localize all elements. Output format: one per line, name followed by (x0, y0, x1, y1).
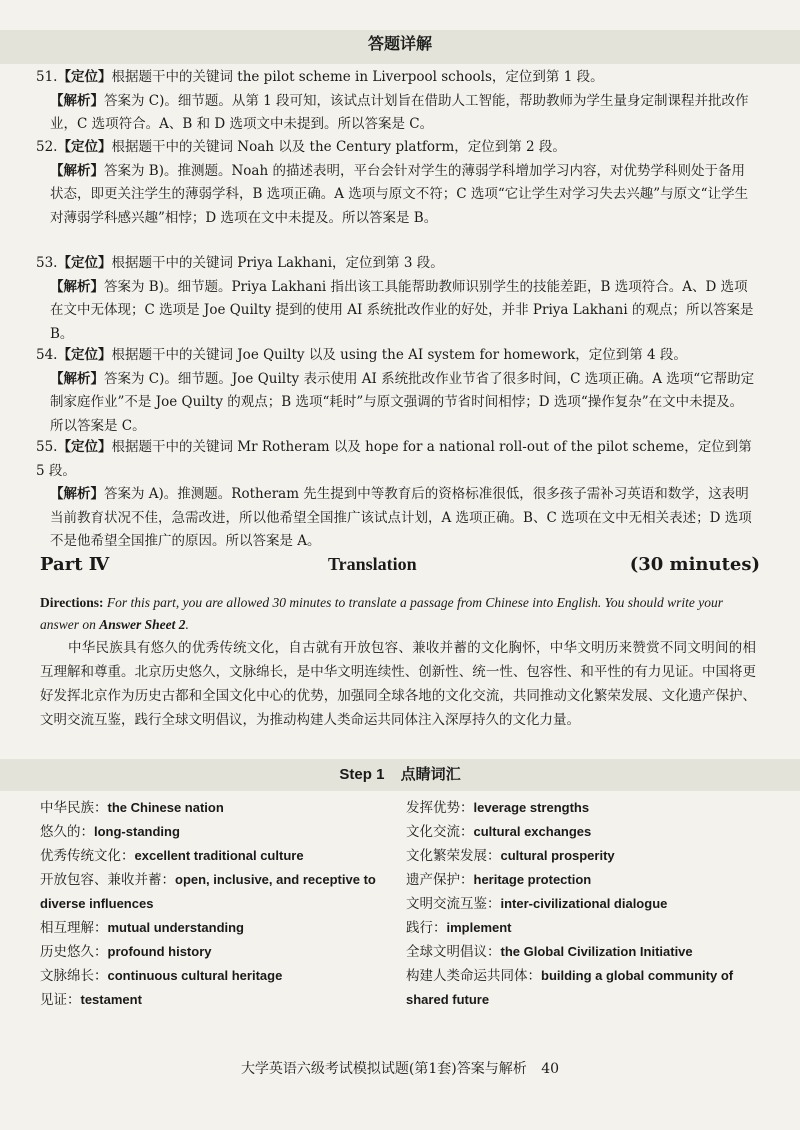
page-number: 40 (541, 1061, 560, 1077)
vocab-en: open, inclusive, and receptive to diverse influences (40, 872, 376, 911)
vocab-item (40, 820, 410, 844)
vocab-list-right (406, 796, 776, 1012)
vocab-en: cultural prosperity (500, 848, 615, 863)
vocab-en: mutual understanding (107, 920, 244, 935)
step-header-band (0, 759, 800, 791)
translation-passage: 中华民族具有悠久的优秀传统文化，自古就有开放包容、兼收并蓄的文化胸怀，中华文明历来赞赏不同文明间的相互理解和尊重。北京历史悠久，文脉绵长，是中华文明连续性、创新性、统一性、包容性、和平性的有力见证。中国将更好发挥北京作为历史古都和全国文化中心的优势，加强同全球各地的文化交流，共同推动文化繁荣发展、文化遗产保护、文明交流互鉴，践行全球文明倡议，为推动构建人类命运共同体注入深厚持久的文化力量。 (40, 640, 756, 728)
part-number: Part Ⅳ (40, 554, 110, 575)
vocab-zh: 文化交流： (406, 824, 474, 840)
vocab-item (406, 940, 776, 964)
vocab-en: implement (446, 920, 512, 935)
section-header-band (0, 30, 800, 64)
vocab-item (40, 988, 410, 1012)
analysis-tag: 【解析】 (50, 162, 104, 179)
vocab-en: excellent traditional culture (134, 848, 304, 863)
vocab-item (40, 916, 410, 940)
vocab-item (406, 796, 776, 820)
vocab-item (406, 844, 776, 868)
section-title: 答题详解 (367, 36, 432, 53)
vocab-item (406, 820, 776, 844)
page-footer (0, 1058, 800, 1078)
vocab-item (406, 964, 776, 1012)
vocab-item (406, 916, 776, 940)
vocab-en: inter-civilizational dialogue (500, 896, 668, 911)
answer-block-54 (36, 344, 756, 438)
vocab-item (406, 868, 776, 892)
locate-tag: 【定位】 (57, 139, 112, 155)
vocab-en: profound history (107, 944, 212, 959)
answer-block-53 (36, 252, 756, 346)
answer-sheet-ref: Answer Sheet 2 (99, 617, 186, 632)
answer-block-51 (36, 66, 756, 137)
vocab-en: the Chinese nation (107, 800, 224, 815)
question-number: 55. (36, 439, 58, 455)
vocab-zh: 构建人类命运共同体： (406, 968, 541, 984)
vocab-item (406, 892, 776, 916)
vocab-zh: 文化繁荣发展： (406, 848, 501, 864)
vocab-en: building a global community of shared future (406, 968, 734, 1007)
directions (40, 592, 758, 636)
directions-text: For this part, you are allowed 30 minutes to translate a passage from Chinese into English. You should write your answer on (40, 595, 724, 632)
vocab-item (40, 868, 410, 916)
vocab-zh: 文明交流互鉴： (406, 896, 501, 912)
vocab-item (40, 844, 410, 868)
vocab-item (40, 796, 410, 820)
vocab-zh: 历史悠久： (40, 944, 108, 960)
vocab-zh: 中华民族： (40, 800, 108, 816)
step-label: Step 1 (339, 766, 385, 783)
question-number: 53. (36, 255, 58, 271)
vocab-item (40, 940, 410, 964)
vocab-zh: 践行： (406, 920, 447, 936)
locate-text: 根据题干中的关键词 the pilot scheme in Liverpool schools，定位到第 1 段。 (111, 69, 604, 85)
footer-text: 大学英语六级考试模拟试题(第1套)答案与解析 (240, 1061, 527, 1077)
locate-tag: 【定位】 (57, 255, 112, 271)
vocab-zh: 优秀传统文化： (40, 848, 135, 864)
analysis-text: 答案为 B)。细节题。Priya Lakhani 指出该工具能帮助教师识别学生的技能差距，B 选项符合。A、D 选项在文中无体现；C 选项是 Joe Quilty 提到的使用 AI 系统批改作业的好处，并非 Priya Lakhani 的观点；所以答案是 B。 (50, 278, 754, 342)
analysis-text: 答案为 B)。推测题。Noah 的描述表明，平台会针对学生的薄弱学科增加学习内容，对优势学科则处于备用状态，即更关注学生的薄弱学科，B 选项正确。A 选项与原文不符；C 选项“它让学生对学习失去兴趣”与原文“让学生对薄弱学科感兴趣”相悖；D 选项在文中未提及。所以答案是 B。 (50, 162, 749, 226)
vocab-zh: 见证： (40, 992, 81, 1008)
vocab-en: the Global Civilization Initiative (500, 944, 693, 959)
question-number: 54. (36, 347, 58, 363)
locate-text: 根据题干中的关键词 Noah 以及 the Century platform，定位到第 2 段。 (111, 139, 566, 155)
vocab-en: heritage protection (473, 872, 592, 887)
question-number: 52. (36, 139, 58, 155)
question-number: 51. (36, 69, 58, 85)
part-title: Translation (328, 554, 417, 574)
vocab-item (40, 964, 410, 988)
vocab-zh: 发挥优势： (406, 800, 474, 816)
directions-label: Directions: (40, 595, 104, 610)
locate-text: 根据题干中的关键词 Priya Lakhani，定位到第 3 段。 (111, 255, 444, 271)
vocab-en: continuous cultural heritage (107, 968, 283, 983)
analysis-tag: 【解析】 (50, 92, 104, 109)
answer-block-55 (36, 436, 756, 554)
directions-end: . (185, 617, 189, 632)
locate-text: 根据题干中的关键词 Mr Rotheram 以及 hope for a national roll-out of the pilot scheme，定位到第 5 段。 (36, 439, 752, 479)
locate-tag: 【定位】 (57, 69, 112, 85)
vocab-zh: 开放包容、兼收并蓄： (40, 872, 175, 888)
vocab-en: cultural exchanges (473, 824, 592, 839)
analysis-text: 答案为 A)。推测题。Rotheram 先生提到中等教育后的资格标准很低，很多孩子需补习英语和数学，这表明当前教育状况不佳，急需改进，所以他希望全国推广该试点计划，A 选项正确。B、C 选项在文中无相关表述；D 选项不是他希望全国推广的原因。所以答案是 A。 (50, 486, 752, 549)
locate-text: 根据题干中的关键词 Joe Quilty 以及 using the AI system for homework，定位到第 4 段。 (111, 347, 687, 363)
analysis-tag: 【解析】 (50, 370, 104, 387)
answer-block-52 (36, 136, 756, 230)
step-title: 点睛词汇 (400, 766, 461, 783)
vocab-zh: 文脉绵长： (40, 968, 108, 984)
part-time: (30 minutes) (629, 554, 760, 575)
vocab-list-left (40, 796, 410, 1012)
locate-tag: 【定位】 (57, 347, 112, 363)
vocab-en: testament (80, 992, 142, 1007)
vocab-zh: 全球文明倡议： (406, 944, 501, 960)
part-heading (40, 554, 760, 582)
analysis-text: 答案为 C)。细节题。从第 1 段可知，该试点计划旨在借助人工智能，帮助教师为学生量身定制课程并批改作业，C 选项符合。A、B 和 D 选项文中未提到。所以答案是 C。 (50, 92, 749, 132)
vocab-en: long-standing (94, 824, 180, 839)
analysis-text: 答案为 C)。细节题。Joe Quilty 表示使用 AI 系统批改作业节省了很多时间，C 选项正确。A 选项“它帮助定制家庭作业”不是 Joe Quilty 的观点；B 选项“耗时”与原文强调的节省时间相悖；D 选项“操作复杂”在文中未提及。所以答案是 C。 (50, 370, 755, 434)
vocab-zh: 遗产保护： (406, 872, 474, 888)
vocab-zh: 悠久的： (40, 824, 94, 840)
locate-tag: 【定位】 (57, 439, 112, 455)
vocab-zh: 相互理解： (40, 920, 108, 936)
analysis-tag: 【解析】 (50, 278, 104, 295)
analysis-tag: 【解析】 (50, 486, 104, 502)
vocab-en: leverage strengths (473, 800, 590, 815)
